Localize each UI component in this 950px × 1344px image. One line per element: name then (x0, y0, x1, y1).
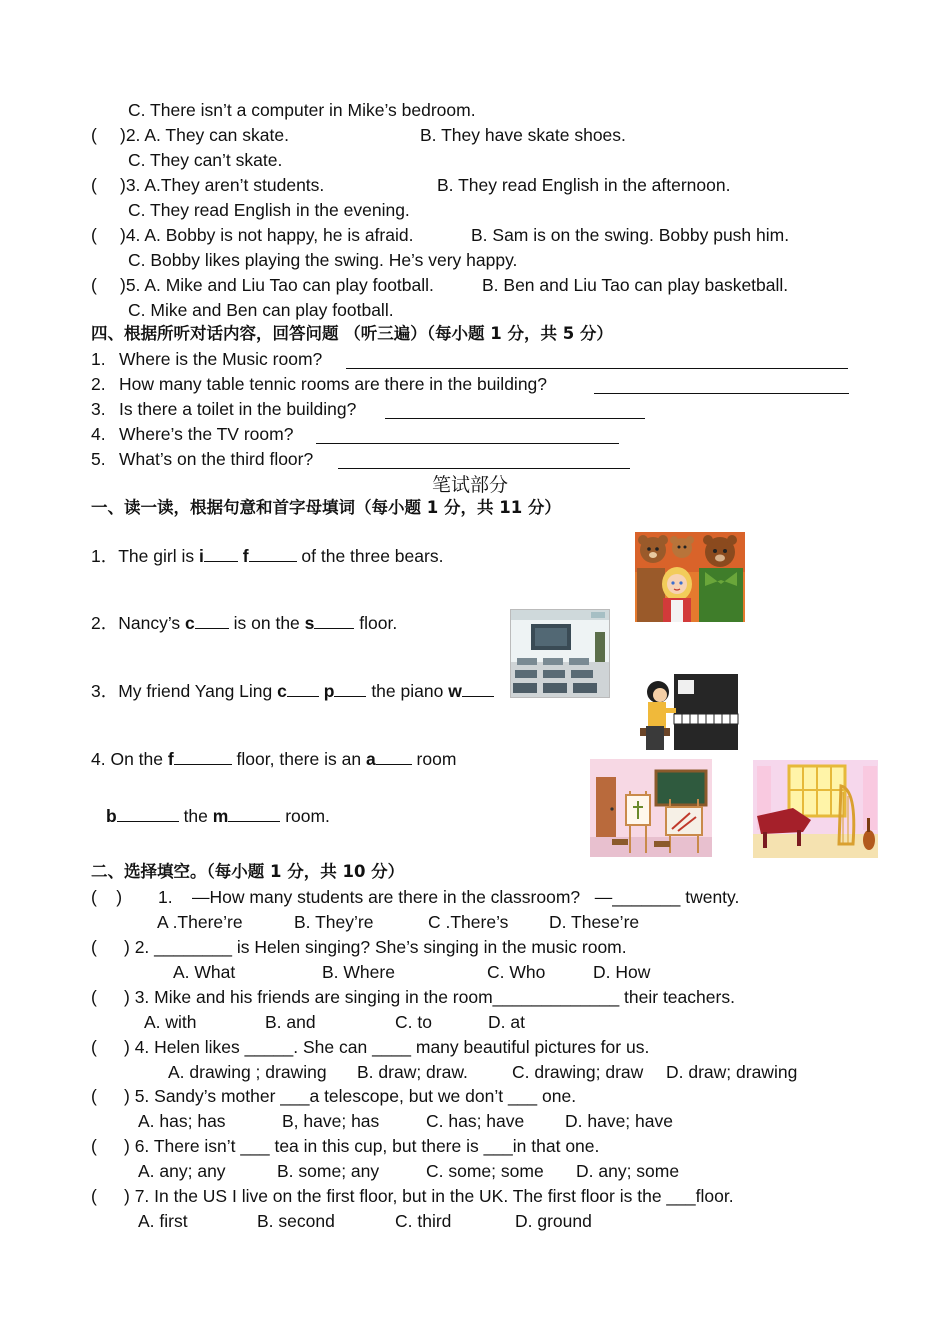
q4-option-c: C. Bobby likes playing the swing. He’s very happy. (128, 250, 518, 270)
q5-option-b: B. Ben and Liu Tao can play basketball. (482, 275, 789, 295)
q4-paren: ( (91, 225, 97, 245)
p1-q4-blank1[interactable] (174, 748, 232, 765)
p2-q1-opt-b[interactable]: B. They’re (294, 912, 374, 932)
p1-q3-blank1[interactable] (287, 680, 319, 697)
p2-q1-opt-a[interactable]: A .There’re (157, 912, 243, 932)
q4-option-a: )4. A. Bobby is not happy, he is afraid. (120, 225, 414, 245)
part1-heading: 一、读一读，根据句意和首字母填词（每小题 1 分，共 11 分） (91, 498, 561, 517)
part2-heading: 二、选择填空。（每小题 1 分，共 10 分） (91, 862, 405, 881)
q2-option-c: C. They can’t skate. (128, 150, 283, 170)
p2-q2-stem: ) 2. ________ is Helen singing? She’s singing in the music room. (124, 937, 627, 957)
q3-option-a: )3. A.They aren’t students. (120, 175, 325, 195)
p1-q3: 3．My friend Yang Ling c p the piano w (91, 680, 494, 701)
p1-q4-line2: b the m room. (106, 806, 330, 826)
p2-q7-paren: ( (91, 1186, 97, 1206)
p2-q6-opt-c[interactable]: C. some; some (426, 1161, 544, 1181)
p2-q5-opt-b[interactable]: B, have; has (282, 1111, 380, 1131)
p1-q3-blank2[interactable] (334, 680, 366, 697)
p1-q4-blank2[interactable] (376, 748, 412, 765)
p2-q3-opt-d[interactable]: D. at (488, 1012, 525, 1032)
s4-q1-text: Where is the Music room? (119, 349, 323, 369)
p1-q3-blank3[interactable] (462, 680, 494, 697)
s4-q5-num: 5. (91, 449, 106, 469)
p2-q2-opt-d[interactable]: D. How (593, 962, 651, 982)
s4-q5-text: What’s on the third floor? (119, 449, 314, 469)
q2-option-a: )2. A. They can skate. (120, 125, 289, 145)
p2-q5-paren: ( (91, 1086, 97, 1106)
s4-q2-answer-line[interactable] (594, 377, 849, 394)
q2-paren: ( (91, 125, 97, 145)
s4-q4-text: Where’s the TV room? (119, 424, 294, 444)
s4-q5-answer-line[interactable] (338, 452, 630, 469)
p2-q2-opt-c[interactable]: C. Who (487, 962, 546, 982)
p2-q7-opt-c[interactable]: C. third (395, 1211, 452, 1231)
p2-q5-opt-a[interactable]: A. has; has (138, 1111, 226, 1131)
q4-option-b: B. Sam is on the swing. Bobby push him. (471, 225, 790, 245)
p2-q1-opt-d[interactable]: D. These’re (549, 912, 640, 932)
girl-playing-piano-illustration (638, 670, 740, 752)
s4-q1-answer-line[interactable] (346, 352, 848, 369)
p1-q4-blank4[interactable] (228, 805, 280, 822)
p2-q2-opt-a[interactable]: A. What (173, 962, 236, 982)
p2-q4-opt-a[interactable]: A. drawing ; drawing (168, 1062, 327, 1082)
art-room-illustration (590, 759, 712, 857)
p2-q6-opt-b[interactable]: B. some; any (277, 1161, 380, 1181)
s4-q3-answer-line[interactable] (385, 402, 645, 419)
s4-q3-num: 3. (91, 399, 106, 419)
p2-q1-paren: ( ) (91, 887, 123, 907)
p1-q4-line1: 4. On the f floor, there is an a room (91, 749, 457, 769)
q3-paren: ( (91, 175, 97, 195)
p2-q1-opt-c[interactable]: C .There’s (428, 912, 509, 932)
q3-option-b: B. They read English in the afternoon. (437, 175, 731, 195)
p2-q4-paren: ( (91, 1037, 97, 1057)
s4-q4-answer-line[interactable] (316, 427, 619, 444)
s4-q4-num: 4. (91, 424, 106, 444)
p1-q2: 2．Nancy’s c is on the s floor. (91, 613, 398, 633)
written-title: 笔试部分 (432, 474, 509, 496)
p2-q7-opt-d[interactable]: D. ground (515, 1211, 592, 1231)
s4-q3-text: Is there a toilet in the building? (119, 399, 357, 419)
p1-q1: 1．The girl is i f of the three bears. (91, 546, 444, 566)
p2-q6-opt-d[interactable]: D. any; some (576, 1161, 680, 1181)
p2-q6-stem: ) 6. There isn’t ___ tea in this cup, but there is ___in that one. (124, 1136, 600, 1156)
p2-q4-stem: ) 4. Helen likes _____. She can ____ many beautiful pictures for us. (124, 1037, 650, 1057)
three-bears-girl-illustration (635, 532, 745, 622)
p2-q4-opt-d[interactable]: D. draw; drawing (666, 1062, 798, 1082)
section4-heading: 四、根据所听对话内容，回答问题 （听三遍）（每小题 1 分，共 5 分） (91, 324, 613, 343)
p1-q1-blank2[interactable] (249, 545, 297, 562)
s4-q2-text: How many table tennic rooms are there in the building? (119, 374, 548, 394)
p2-q7-opt-b[interactable]: B. second (257, 1211, 335, 1231)
p2-q6-opt-a[interactable]: A. any; any (138, 1161, 226, 1181)
p2-q1-stem: 1. —How many students are there in the classroom? —_______ twenty. (158, 887, 740, 907)
p2-q3-opt-b[interactable]: B. and (265, 1012, 316, 1032)
p2-q5-stem: ) 5. Sandy’s mother ___a telescope, but we don’t ___ one. (124, 1086, 577, 1106)
s4-q1-num: 1. (91, 349, 106, 369)
p1-q1-blank1[interactable] (204, 545, 238, 562)
music-room-illustration (753, 760, 878, 858)
classroom-illustration (510, 609, 610, 698)
p2-q3-paren: ( (91, 987, 97, 1007)
p1-q4-blank3[interactable] (117, 805, 179, 822)
q3-option-c: C. They read English in the evening. (128, 200, 410, 220)
q5-option-c: C. Mike and Ben can play football. (128, 300, 394, 320)
p1-q2-blank2[interactable] (314, 612, 354, 629)
q5-paren: ( (91, 275, 97, 295)
p2-q3-stem: ) 3. Mike and his friends are singing in the room_____________ their teachers. (124, 987, 735, 1007)
p2-q2-opt-b[interactable]: B. Where (322, 962, 395, 982)
p2-q2-paren: ( (91, 937, 97, 957)
p2-q6-paren: ( (91, 1136, 97, 1156)
q5-option-a: )5. A. Mike and Liu Tao can play football. (120, 275, 434, 295)
p2-q3-opt-a[interactable]: A. with (144, 1012, 197, 1032)
p2-q7-opt-a[interactable]: A. first (138, 1211, 188, 1231)
p2-q7-stem: ) 7. In the US I live on the first floor, but in the UK. The first floor is the ___floor. (124, 1186, 734, 1206)
p2-q4-opt-b[interactable]: B. draw; draw. (357, 1062, 468, 1082)
p1-q2-blank1[interactable] (195, 612, 229, 629)
q2-option-b: B. They have skate shoes. (420, 125, 626, 145)
p2-q3-opt-c[interactable]: C. to (395, 1012, 432, 1032)
s4-q2-num: 2. (91, 374, 106, 394)
p2-q5-opt-d[interactable]: D. have; have (565, 1111, 673, 1131)
q1-option-c: C. There isn’t a computer in Mike’s bedroom. (128, 100, 476, 120)
p2-q5-opt-c[interactable]: C. has; have (426, 1111, 525, 1131)
p2-q4-opt-c[interactable]: C. drawing; draw (512, 1062, 644, 1082)
